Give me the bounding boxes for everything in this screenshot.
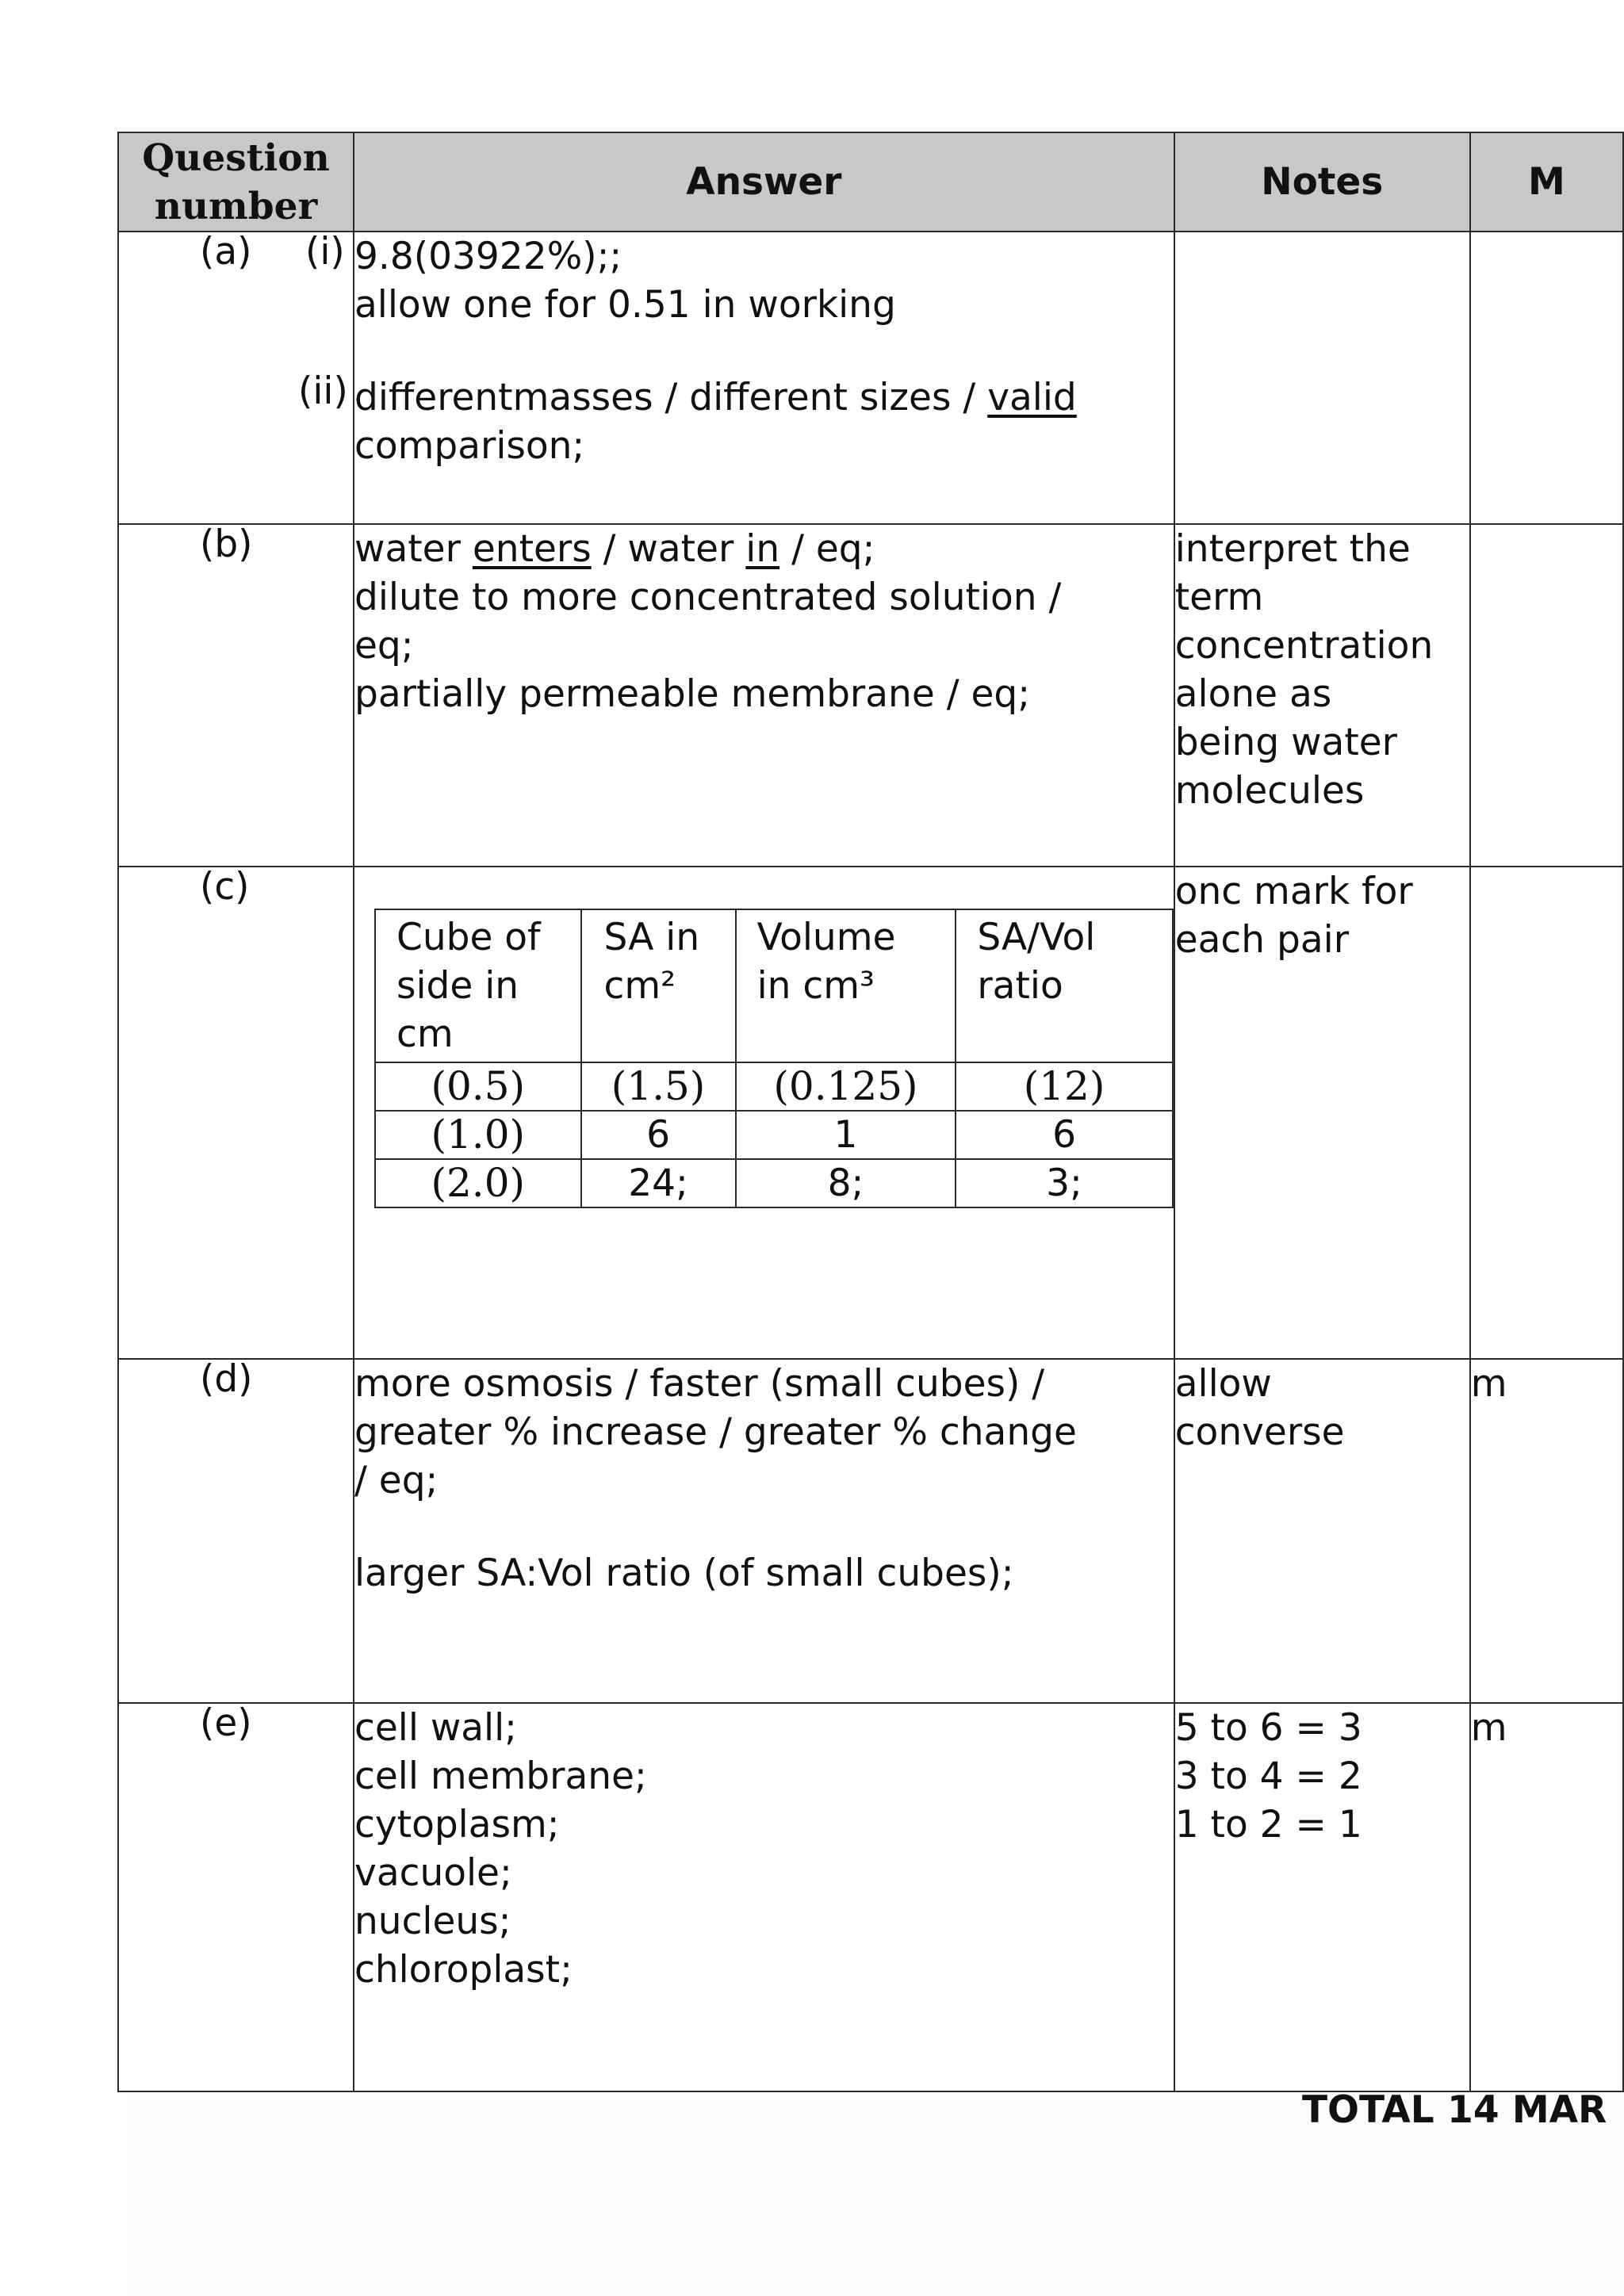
- sa-volume-cell: 8;: [736, 1159, 956, 1207]
- marks-cell-e: m: [1470, 1703, 1623, 2091]
- marks-header: M: [1470, 132, 1623, 232]
- header-row: [118, 132, 1623, 232]
- marks-cell-d: m: [1470, 1359, 1623, 1703]
- notes-c-line: each pair: [1174, 918, 1350, 962]
- answer-cell-e: [354, 1703, 1174, 2091]
- sa-volume-table: [374, 909, 1174, 1208]
- notes-cell-d: [1174, 1359, 1470, 1703]
- total-marks: TOTAL 14 MAR: [1302, 2088, 1607, 2132]
- answer-e-line: vacuole;: [354, 1851, 512, 1895]
- answer-a-ii-underlined: valid: [987, 376, 1077, 419]
- mark-scheme-table: [117, 132, 1624, 2092]
- header-text: Volume: [756, 916, 896, 959]
- answer-cell-d: [354, 1359, 1174, 1703]
- answer-e-line: cell membrane;: [354, 1755, 647, 1798]
- sa-volume-cell: (12): [956, 1062, 1172, 1111]
- header-text: cm: [396, 1012, 454, 1056]
- sa-volume-row: [375, 1159, 1173, 1207]
- sa-volume-cell: (0.5): [375, 1062, 581, 1111]
- question-cell-b: [118, 524, 354, 867]
- table-row-e: [118, 1703, 1623, 2091]
- answer-cell-a: [354, 232, 1174, 524]
- answer-e-line: chloroplast;: [354, 1948, 573, 1992]
- sa-volume-cell: (1.5): [581, 1062, 736, 1111]
- sa-volume-header-cell: [956, 909, 1172, 1062]
- header-text: SA/Vol: [977, 916, 1096, 959]
- answer-b-text: water: [354, 527, 473, 571]
- notes-e-line: 1 to 2 = 1: [1174, 1803, 1362, 1846]
- notes-b-line: molecules: [1174, 769, 1365, 813]
- sa-volume-cell: 24;: [581, 1159, 736, 1207]
- question-cell-a: [118, 232, 354, 524]
- answer-header: Answer: [354, 132, 1174, 232]
- answer-a-ii-text: differentmasses / different sizes /: [354, 376, 988, 419]
- table-row-d: [118, 1359, 1623, 1703]
- header-text: ratio: [977, 964, 1063, 1008]
- question-label-c: (c): [200, 865, 250, 909]
- notes-header: Notes: [1174, 132, 1470, 232]
- question-label-e: (e): [200, 1701, 252, 1745]
- notes-cell-c: [1174, 867, 1470, 1359]
- question-cell-d: [118, 1359, 354, 1703]
- sa-volume-header-row: [375, 909, 1173, 1062]
- header-text: Cube of: [396, 916, 541, 959]
- answer-e-line: cytoplasm;: [354, 1803, 560, 1846]
- sa-volume-cell: 6: [581, 1111, 736, 1159]
- answer-b-text-end: / eq;: [779, 527, 875, 571]
- sa-volume-header-cell: [736, 909, 956, 1062]
- question-header-line2: number: [154, 184, 318, 228]
- answer-b-line2: dilute to more concentrated solution /: [354, 576, 1062, 619]
- answer-a-ii-line2: comparison;: [354, 424, 585, 468]
- table-row-a: [118, 232, 1623, 524]
- header-text: cm²: [603, 964, 676, 1008]
- notes-c-line: onc mark for: [1174, 870, 1413, 913]
- notes-d-line: converse: [1174, 1410, 1345, 1454]
- question-cell-e: [118, 1703, 354, 2091]
- sa-volume-cell: 1: [736, 1111, 956, 1159]
- sa-volume-cell: 3;: [956, 1159, 1172, 1207]
- answer-cell-c: [354, 867, 1174, 1359]
- answer-a-ii-line1: [354, 373, 1174, 422]
- answer-a-i-line2: allow one for 0.51 in working: [354, 283, 896, 327]
- marks-cell-c: [1470, 867, 1623, 1359]
- sa-volume-row: [375, 1111, 1173, 1159]
- marks-cell-a: [1470, 232, 1623, 524]
- answer-e-line: cell wall;: [354, 1706, 518, 1750]
- notes-b-line: term: [1174, 576, 1264, 619]
- sa-volume-row: [375, 1062, 1173, 1111]
- spacer: [354, 329, 1174, 373]
- header-text: SA in: [603, 916, 700, 959]
- question-label-d: (d): [200, 1357, 253, 1401]
- sa-volume-cell: 6: [956, 1111, 1172, 1159]
- sa-volume-cell: (2.0): [375, 1159, 581, 1207]
- notes-cell-b: [1174, 524, 1470, 867]
- table-row-b: [118, 524, 1623, 867]
- question-label-b: (b): [200, 522, 253, 566]
- notes-d-line: allow: [1174, 1362, 1272, 1406]
- question-number-header: [118, 132, 354, 232]
- spacer: [354, 1505, 1174, 1549]
- header-text: in cm³: [756, 964, 875, 1008]
- sa-volume-header-cell: [581, 909, 736, 1062]
- answer-d-line: larger SA:Vol ratio (of small cubes);: [354, 1552, 1014, 1595]
- answer-cell-b: [354, 524, 1174, 867]
- sa-volume-cell: (0.125): [736, 1062, 956, 1111]
- answer-b-line4: partially permeable membrane / eq;: [354, 672, 1031, 716]
- notes-e-line: 5 to 6 = 3: [1174, 1706, 1362, 1750]
- notes-b-line: concentration: [1174, 624, 1434, 668]
- question-header-line1: Question: [142, 136, 330, 180]
- question-cell-c: [118, 867, 354, 1359]
- notes-b-line: alone as: [1174, 672, 1332, 716]
- notes-e-line: 3 to 4 = 2: [1174, 1755, 1362, 1798]
- notes-b-line: being water: [1174, 721, 1397, 764]
- notes-b-line: interpret the: [1174, 527, 1411, 571]
- answer-e-line: nucleus;: [354, 1900, 511, 1943]
- answer-b-line3: eq;: [354, 624, 414, 668]
- subquestion-label-ii: (ii): [298, 369, 348, 413]
- answer-b-underlined-in: in: [745, 527, 780, 571]
- answer-a-i-line1: 9.8(03922%);;: [354, 235, 622, 278]
- subquestion-label-i: (i): [305, 230, 345, 274]
- notes-cell-e: [1174, 1703, 1470, 2091]
- header-text: side in: [396, 964, 519, 1008]
- answer-d-line: / eq;: [354, 1459, 439, 1502]
- table-row-c: [118, 867, 1623, 1359]
- question-label-a: (a): [200, 230, 252, 274]
- sa-volume-cell: (1.0): [375, 1111, 581, 1159]
- answer-b-text-mid: / water: [591, 527, 746, 571]
- sa-volume-header-cell: [375, 909, 581, 1062]
- notes-cell-a: [1174, 232, 1470, 524]
- marks-cell-b: [1470, 524, 1623, 867]
- answer-b-underlined-enters: enters: [472, 527, 592, 571]
- answer-d-line: more osmosis / faster (small cubes) /: [354, 1362, 1045, 1406]
- answer-d-line: greater % increase / greater % change: [354, 1410, 1077, 1454]
- answer-b-line1: [354, 525, 1174, 573]
